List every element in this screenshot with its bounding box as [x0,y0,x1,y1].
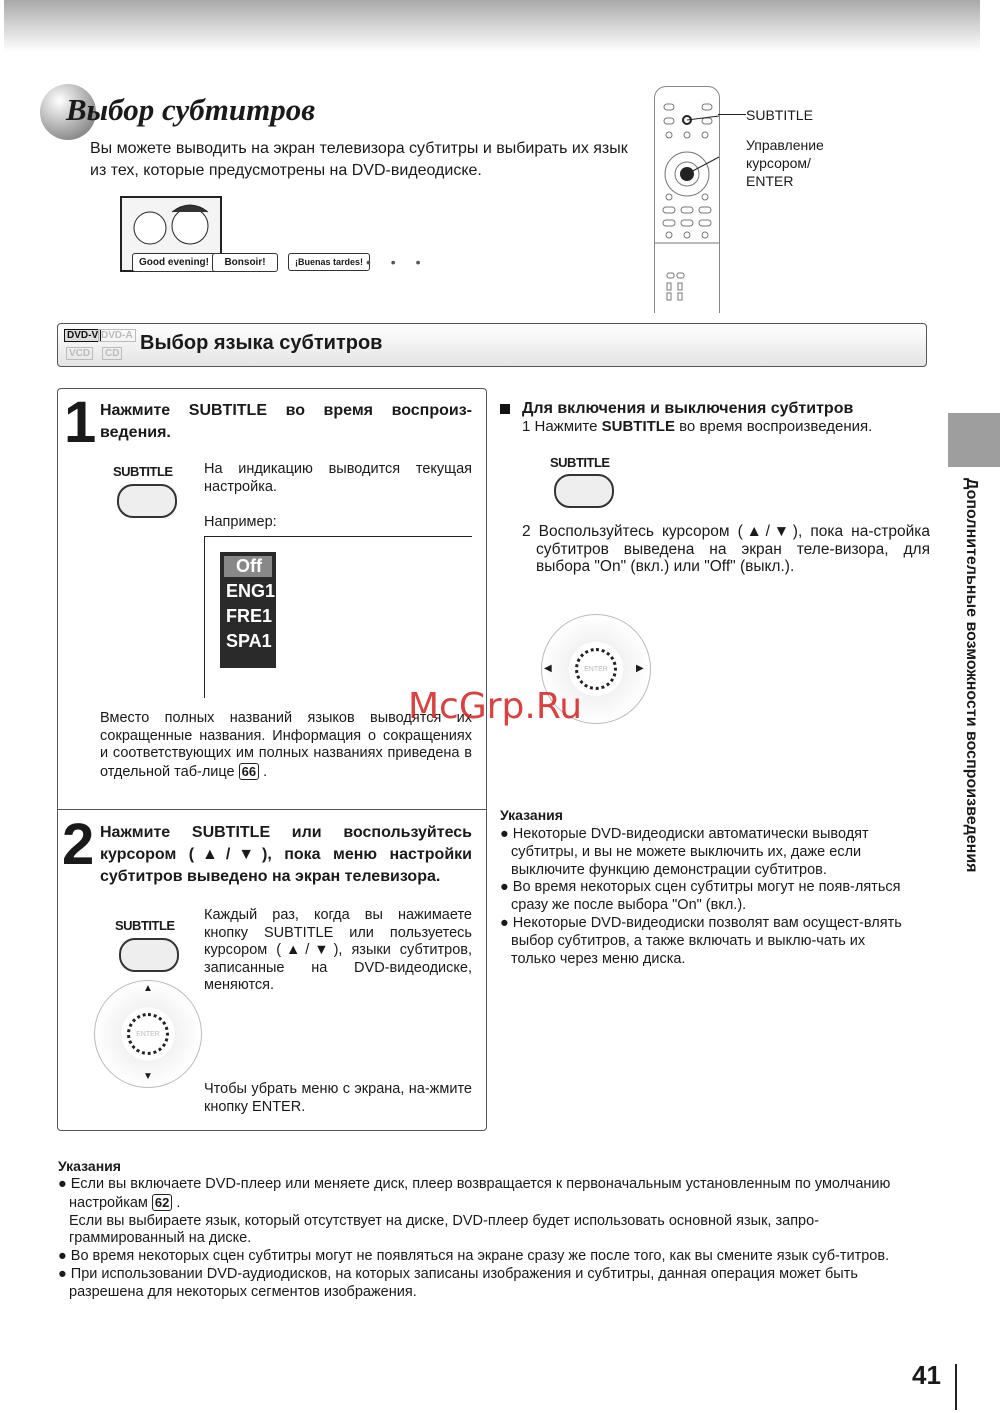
note-item: ● Если вы включаете DVD-плеер или меняете диск, плеер возвращается к первоначальным установленным по умолчанию настройкам 62 . [58,1176,891,1211]
page-number-rule [955,1364,957,1410]
section-title: Выбор языка субтитров [140,332,383,354]
note-item: ● Во время некоторых сцен субтитры могут не появляться на экране сразу же после того, как вы смените язык суб-титров. [58,1248,890,1265]
notes-title: Указания [500,807,563,823]
subtitle-button-label: SUBTITLE [113,464,173,479]
subtitle-button-icon [117,484,177,518]
divider [204,536,472,537]
note-text: Во время некоторых сцен субтитры могут не появляться на экране сразу же после того, как вы смените язык суб-титров. [70,1248,890,1265]
note-text: Некоторые DVD-видеодиски позволят вам осущест-влять выбор субтитров, а также включать и выклю-чать их только через меню диска. [511,914,902,967]
subtitle-bubble-spanish: ¡Buenas tardes! [288,253,370,271]
callout-line [718,114,746,115]
subtitle-button-icon [119,938,179,972]
menu-item-eng1: ENG1 [226,581,276,601]
divider [204,536,205,698]
subtitle-button-label: SUBTITLE [550,455,610,470]
remote-control-image [654,86,720,313]
step2-title: Нажмите SUBTITLE или воспользуйтесь курсором (▲/▼), пока меню настройки субтитров выведено на экран телевизора. [100,824,472,885]
step1-note: Вместо полных названий языков выводятся их сокращенные названия. Информация о сокращениях и соответствующих им полных названиях приведена в отдельной таб-лице 66 . [100,710,472,780]
section-header [57,323,927,367]
right-arrow-icon: ▶ [636,663,644,674]
page-reference: 66 [239,763,259,780]
step2-description: Каждый раз, когда вы нажимаете кнопку SUBTITLE или пользуетесь курсором (▲/▼), языки субтитров, записанные на DVD-видеодиске, меняются. [204,907,472,993]
page-reference: 62 [152,1194,172,1211]
note-item: ● Некоторые DVD-видеодиски позволят вам осущест-влять выбор субтитров, а также включать и выклю-чать их только через меню диска. [500,914,902,967]
subtitle-bubble-english: Good evening! [132,253,216,272]
side-tab-label: Дополнительные возможности воспроизведения [963,478,980,873]
cursor-dial-icon [94,980,202,1088]
step1-title: Нажмите SUBTITLE во время воспроиз-ведения. [100,402,472,441]
divider [58,809,486,810]
side-tab-marker [948,413,1000,467]
enter-button-icon: ENTER [575,648,617,690]
step-text-bold: SUBTITLE [601,418,675,435]
menu-item-fre1: FRE1 [226,606,273,626]
note-item: ● Некоторые DVD-видеодиски автоматически выводят субтитры, и вы не можете выключить их, даже если выключите функцию демонстрации субтитров. [500,826,869,878]
subtitle-menu-example [220,552,276,668]
step-text: во время воспроизведения. [674,418,873,435]
header-band [4,0,980,52]
notes-list [500,826,910,968]
step1-number: 1 [64,390,97,455]
onoff-heading: Для включения и выключения субтитров [522,400,854,417]
subtitle-bubble-french: Bonsoir! [212,253,278,272]
step-text: 1 Нажмите [522,418,602,435]
note-item: Если вы выбираете язык, который отсутствует на диске, DVD-плеер будет использовать основной язык, запро-граммированный на диске. [69,1212,819,1247]
onoff-step2: 2 Воспользуйтесь курсором (▲/▼), пока на-стройка субтитров выведена на экран теле-визора, для выбора "On" (вкл.) или "Off" (выкл.). [522,523,930,575]
remote-cursor-label: Управление курсором/ ENTER [746,137,824,189]
page-number: 41 [912,1360,941,1390]
badge-dvd-audio: DVD-A [98,329,136,342]
up-arrow-icon: ▲ [143,983,153,994]
note-text: При использовании DVD-аудиодисков, на которых записаны изображения и субтитры, данная операция может быть разрешена для некоторых сегментов изображения. [69,1265,858,1300]
intro-text: Вы можете выводить на экран телевизора субтитры и выбирать их язык из тех, которые предусмотрены на DVD-видеодиске. [90,140,628,179]
step2-number: 2 [62,812,95,877]
note-item: ● Во время некоторых сцен субтитры могут не появ-ляться сразу же после выбора "On" (вкл.). [500,879,901,914]
step1-note-text: Вместо полных названий языков выводятся их сокращенные названия. Информация о сокращениях и соответствующих им полных названиях приведена в отдельной таб-лице [100,710,472,780]
badge-dvd-video: DVD-V [64,329,101,342]
left-arrow-icon: ◀ [544,663,552,674]
note-text: Во время некоторых сцен субтитры могут не появ-ляться сразу же после выбора "On" (вкл.). [511,879,901,914]
subtitle-button-label: SUBTITLE [115,918,175,933]
note-text: Если вы включаете DVD-плеер или меняете диск, плеер возвращается к первоначальным установленным по умолчанию настройкам [69,1176,891,1211]
step1-example-label: Например: [204,514,277,530]
page-title: Выбор субтитров [66,92,316,127]
badge-vcd: VCD [66,347,93,360]
menu-item-spa1: SPA1 [226,631,272,651]
enter-button-icon: ENTER [127,1013,169,1055]
ellipsis: • • • [366,254,429,270]
menu-item-off: Off [224,556,272,577]
note-text: Некоторые DVD-видеодиски автоматически выводят субтитры, и вы не можете выключить их, даже если выключите функцию демонстрации субтитров. [511,826,869,878]
subtitle-button-icon [554,474,614,508]
watermark: McGrp.Ru [408,686,583,727]
onoff-step1 [522,418,872,435]
bottom-notes-title: Указания [58,1158,121,1174]
bullet-square [500,404,510,414]
remote-subtitle-label: SUBTITLE [746,107,813,123]
down-arrow-icon: ▼ [143,1071,153,1082]
badge-cd: CD [102,347,122,360]
step1-description: На индикацию выводится текущая настройка. [204,461,472,495]
bottom-notes-list [58,1176,923,1302]
step2-exit-note: Чтобы убрать меню с экрана, на-жмите кнопку ENTER. [204,1081,472,1115]
note-item: ● При использовании DVD-аудиодисков, на которых записаны изображения и субтитры, данная операция может быть разрешена для некоторых сегментов изображения. [58,1265,858,1300]
